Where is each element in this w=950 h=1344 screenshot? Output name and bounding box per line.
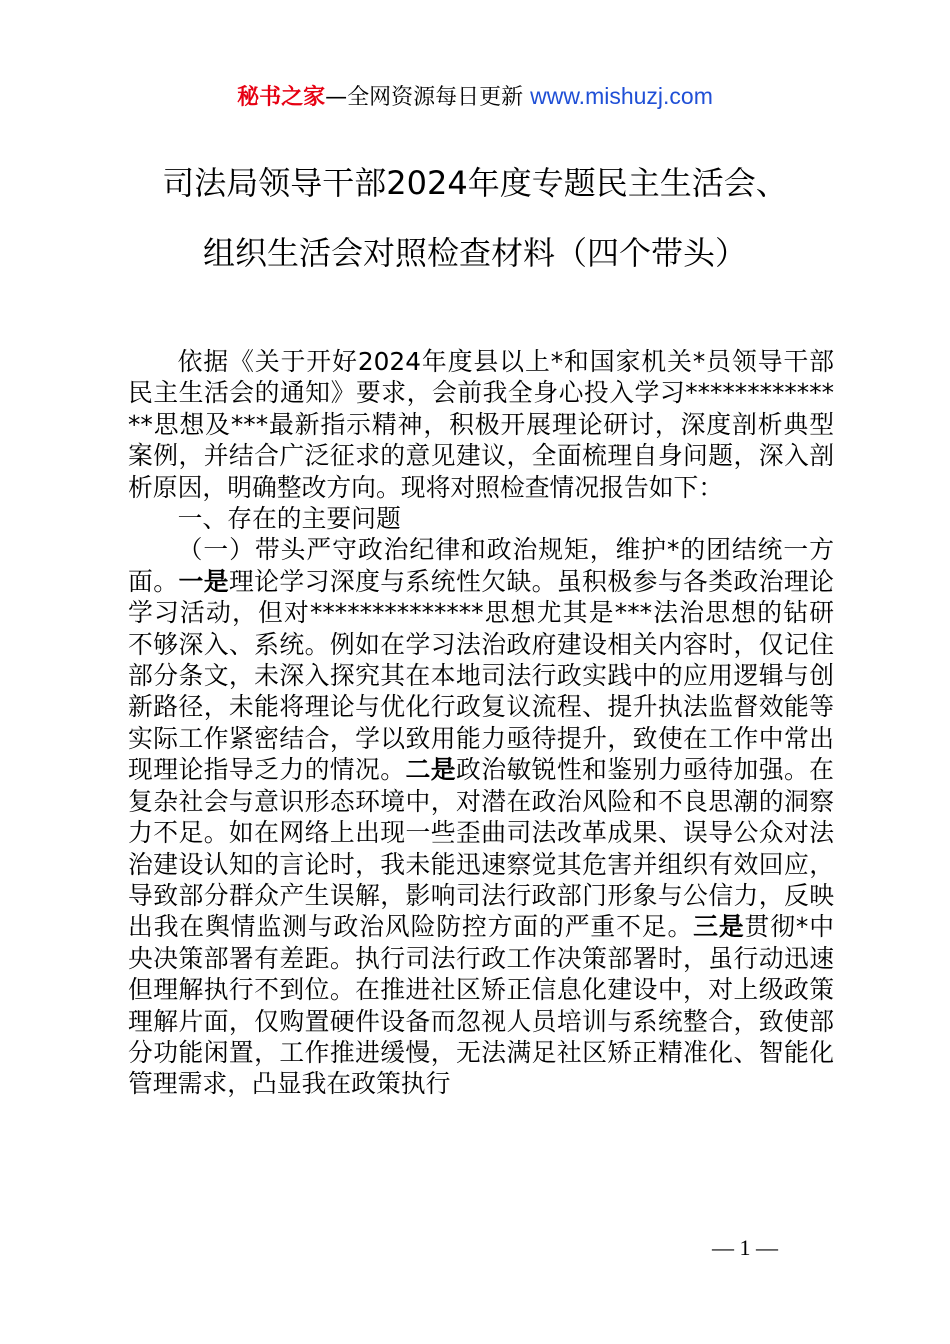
page-number: — 1 — <box>712 1235 778 1260</box>
point-text-2: 政治敏锐性和鉴别力亟待加强。在复杂社会与意识形态环境中，对潜在政治风险和不良思潮的洞察力不足。如在网络上出现一些歪曲司法改革成果、误导公众对法治建设认知的言论时，我未能迅速察觉其危害并组织有效回应，导致部分群众产生误解，影响司法行政部门形象与公信力，反映出我在舆情监测与政治风险防控方面的严重不足。 <box>128 755 834 942</box>
section-heading: 一、存在的主要问题 <box>177 504 401 534</box>
point-label-3: 三是 <box>693 912 745 942</box>
subsection-paragraph <box>128 534 834 1099</box>
site-url-link[interactable]: www.mishuzj.com <box>530 83 713 109</box>
site-header <box>0 82 950 112</box>
document-title-line-1: 司法局领导干部2024年度专题民主生活会、 <box>162 164 788 202</box>
intro-paragraph: 依据《关于开好2024年度县以上*和国家机关*员领导干部民主生活会的通知》要求，会前我全身心投入学习**************思想及***最新指示精神，积极开展理论研讨，深度剖析典型案例，并结合广泛征求的意见建议，全面梳理自身问题，深入剖析原因，明确整改方向。现将对照检查情况报告如下： <box>128 347 834 502</box>
point-label-1: 一是 <box>178 566 229 596</box>
point-text-3: 贯彻*中央决策部署有差距。执行司法行政工作决策部署时，虽行动迅速但理解执行不到位。在推进社区矫正信息化建设中，对上级政策理解片面，仅购置硬件设备而忽视人员培训与系统整合，致使部分功能闲置，工作推进缓慢，无法满足社区矫正精准化、智能化管理需求，凸显我在政策执行 <box>128 912 834 1099</box>
document-title-line-2: 组织生活会对照检查材料（四个带头） <box>202 234 747 272</box>
point-text-1: 理论学习深度与系统性欠缺。虽积极参与各类政治理论学习活动，但对**************思想尤其是***法治思想的钻研不够深入、系统。例如在学习法治政府建设相关内容时，仅记住部分条文，未深入探究其在本地司法行政实践中的应用逻辑与创新路径，未能将理论与优化行政复议流程、提升执法监督效能等实际工作紧密结合，学以致用能力亟待提升，致使在工作中常出现理论指导乏力的情况。 <box>128 566 834 785</box>
site-brand: 秘书之家 <box>237 85 326 110</box>
subsection-title: （一）带头严守政治纪律和政治规矩，维护*的团结统一方面。 <box>128 535 834 596</box>
document-body <box>128 346 834 1100</box>
site-slogan: —全网资源每日更新 <box>325 85 524 110</box>
point-label-2: 二是 <box>405 755 456 785</box>
